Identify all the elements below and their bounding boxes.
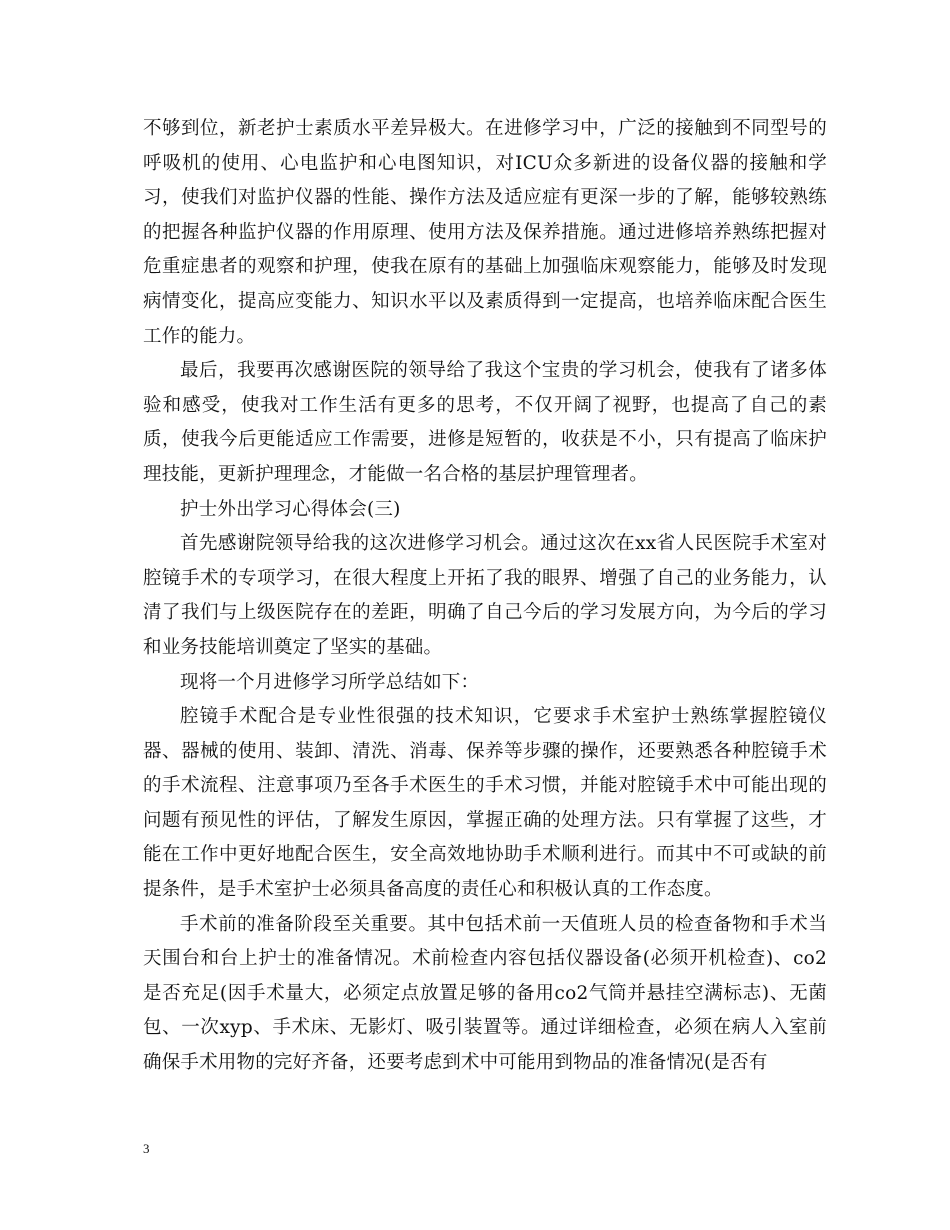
document-body — [143, 112, 827, 1081]
paragraph-6: 手术前的准备阶段至关重要。其中包括术前一天值班人员的检查备物和手术当天围台和台上护士的准备情况。术前检查内容包括仪器设备(必须开机检查)、co2是否充足(因手术量大，必须定点放置足够的备用co2气筒并悬挂空满标志)、无菌包、一次xyp、手术床、无影灯、吸引装置等。通过详细检查，必须在病人入室前确保手术用物的完好齐备，还要考虑到术中可能用到物品的准备情况(是否有 — [143, 913, 827, 1074]
paragraph-3: 首先感谢院领导给我的这次进修学习机会。通过这次在xx省人民医院手术室对腔镜手术的专项学习，在很大程度上开拓了我的眼界、增强了自己的业务能力，认清了我们与上级医院存在的差距，明确了自己今后的学习发展方向，为今后的学习和业务技能培训奠定了坚实的基础。 — [143, 533, 827, 658]
paragraph-2: 最后，我要再次感谢医院的领导给了我这个宝贵的学习机会，使我有了诸多体验和感受，使我对工作生活有更多的思考，不仅开阔了视野，也提高了自己的素质，使我今后更能适应工作需要，进修是短暂的，收获是不小，只有提高了临床护理技能，更新护理理念，才能做一名合格的基层护理管理者。 — [143, 360, 827, 485]
paragraph-4: 现将一个月进修学习所学总结如下： — [180, 671, 480, 693]
paragraph-5: 腔镜手术配合是专业性很强的技术知识，它要求手术室护士熟练掌握腔镜仪器、器械的使用、装卸、清洗、消毒、保养等步骤的操作，还要熟悉各种腔镜手术的手术流程、注意事项乃至各手术医生的手术习惯，并能对腔镜手术中可能出现的问题有预见性的评估，了解发生原因，掌握正确的处理方法。只有掌握了这些，才能在工作中更好地配合医生，安全高效地协助手术顺利进行。而其中不可或缺的前提条件，是手术室护士必须具备高度的责任心和积极认真的工作态度。 — [143, 706, 827, 901]
page-number: 3 — [143, 1141, 150, 1156]
section-heading: 护士外出学习心得体会(三) — [180, 498, 401, 520]
paragraph-1: 不够到位，新老护士素质水平差异极大。在进修学习中，广泛的接触到不同型号的呼吸机的使用、心电监护和心电图知识，对ICU众多新进的设备仪器的接触和学习，使我们对监护仪器的性能、操作方法及适应症有更深一步的了解，能够较熟练的把握各种监护仪器的作用原理、使用方法及保养措施。通过进修培养熟练把握对危重症患者的观察和护理，使我在原有的基础上加强临床观察能力，能够及时发现病情变化，提高应变能力、知识水平以及素质得到一定提高，也培养临床配合医生工作的能力。 — [143, 118, 827, 347]
